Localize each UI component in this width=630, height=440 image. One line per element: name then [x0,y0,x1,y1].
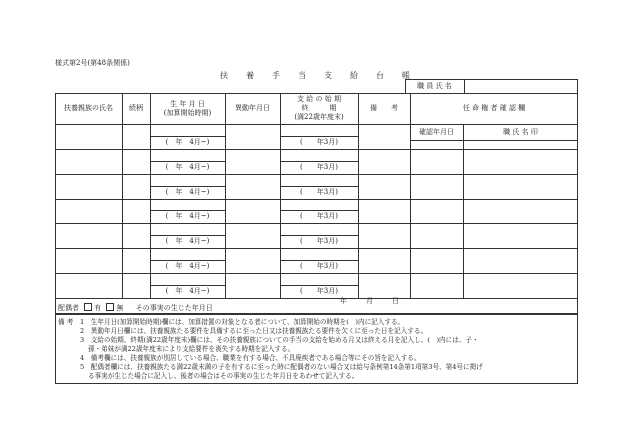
row-divider [55,248,578,249]
divider [55,298,578,299]
remark-item: る事実が生じた場合に記入し、後者の場合はその事実の生じた年月日をあわせて記入する。 [88,372,359,380]
header-payment-period-line3: (満22歳年度末) [294,112,344,121]
header-notes: 備 考 [370,104,398,113]
spouse-row [58,303,213,312]
row-payment-period[interactable]: ( 年3月) [300,261,338,270]
header-birth-date-line1: 生 年 月 日 [170,99,205,108]
title-char: 手 [272,71,280,80]
title-char: 養 [246,71,254,80]
header-birth-date [150,93,225,124]
row-divider [55,149,578,150]
remark-item: 2 異動年月日欄には、扶養親族たる要件を具備するに至った日又は扶養親族たる要件を欠くに至った日を記入する。 [80,327,428,335]
remarks-heading: 備 考 [58,318,74,326]
header-birth-date-line2: (加算開始時期) [163,108,212,117]
form-number: 様式第2号(第48条関係) [55,59,130,67]
row-payment-period[interactable]: ( 年3月) [300,187,338,196]
spouse-no-label: 無 [116,304,124,312]
title-char: 台 [376,71,384,80]
row-payment-period[interactable]: ( 年3月) [300,286,338,295]
row-payment-period[interactable]: ( 年3月) [300,137,338,146]
header-relationship: 続柄 [129,104,143,113]
divider [410,140,578,141]
header-staff-seal: 職 氏 名 印 [503,127,538,136]
row-payment-period[interactable]: ( 年3月) [300,211,338,220]
spouse-yes-label: 有 [94,304,102,312]
header-confirm-date: 確認年月日 [419,127,454,136]
remark-item: 4 備考欄には、扶養親族が別居している場合、職業を有する場合、不具廃疾者である場合等にその旨を記入する。 [80,354,421,362]
row-birth-date[interactable]: ( 年 4月~) [165,162,210,171]
spouse-day: 日 [392,297,399,305]
row-birth-date[interactable]: ( 年 4月~) [165,286,210,295]
spouse-month: 月 [366,297,373,305]
header-dependent-name: 扶養親族の氏名 [64,104,113,113]
row-birth-date[interactable]: ( 年 4月~) [165,137,210,146]
row-birth-date[interactable]: ( 年 4月~) [165,187,210,196]
row-birth-date[interactable]: ( 年 4月~) [165,211,210,220]
remark-item: 孫・弟妹が満22歳年度末により支給要件を喪失する時期を記入する。 [88,345,295,353]
title-char: 給 [350,71,358,80]
row-payment-period[interactable]: ( 年3月) [300,236,338,245]
header-payment-period-line2: 終 期 [301,104,337,113]
row-divider [55,199,578,200]
remark-item: 3 支給の始期、終期(満22歳年度末)欄には、その扶養親族についての手当の支給を始める月又は終える月を記入し、( )内には、子・ [80,336,479,344]
title-char: 支 [324,71,332,80]
row-birth-date[interactable]: ( 年 4月~) [165,236,210,245]
staff-name-field[interactable] [465,80,577,93]
header-authority-confirm: 任 命 権 者 確 認 欄 [462,104,526,113]
spouse-event-label: その事実の生じた年月日 [135,304,213,312]
divider [463,124,464,298]
spouse-label: 配偶者 [58,304,79,312]
header-change-date: 異動年月日 [235,104,270,113]
row-divider [55,273,578,274]
header-payment-period [280,93,358,124]
staff-name-label: 職 員 氏 名 [417,82,452,91]
title-char: 当 [298,71,306,80]
remark-item: 5 配偶者欄には、扶養親族たる満22歳未満の子を有するに至った時に配偶者のない場合又は給与条例第14条第1項第3号、第4号に掲げ [80,363,483,371]
spouse-year: 年 [340,297,347,305]
row-divider [55,223,578,224]
spouse-no-checkbox[interactable] [106,303,114,311]
page-title [220,70,428,81]
remark-item: 1 生年月日(加算開始時期)欄には、加算措置の対象となる者について、加算開始の時期を( )内に記入する。 [80,318,405,326]
title-char: 扶 [220,71,228,80]
title-char: 帳 [402,71,410,80]
header-payment-period-line1: 支 給 の 始 期 [297,95,341,104]
row-birth-date[interactable]: ( 年 4月~) [165,261,210,270]
row-payment-period[interactable]: ( 年3月) [300,162,338,171]
row-divider [55,174,578,175]
spouse-yes-checkbox[interactable] [84,303,92,311]
